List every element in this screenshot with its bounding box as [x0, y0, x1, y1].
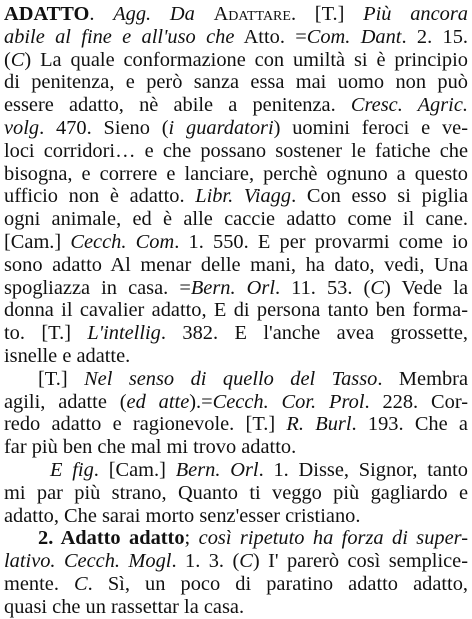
text-line: mi par più strano, Quanto ti veggo più gagliardo e: [4, 481, 468, 504]
text-line: bisogna, e correre e lanciare, perchè ognuno a questo: [4, 162, 468, 185]
text-line: essere adatto, nè abile a penitenza. Cresc. Agric.: [4, 94, 468, 117]
text-line: adatto, Che sarai morto senz'esser cristiano.: [4, 504, 361, 527]
text-line: 2. Adatto adatto; così ripetuto ha forza di super-: [38, 527, 468, 550]
text-line: (C) La quale conformazione con umiltà si è principio: [4, 48, 468, 71]
text-line: isnelle e adatte.: [4, 344, 131, 367]
text-line: di penitenza, e però sanza essa mai uomo non può: [4, 71, 468, 94]
text-line: redo adatto e ragionevole. [T.] R. Burl. 193. Che a: [4, 413, 468, 436]
text-line: volg. 470. Sieno (i guardatori) uomini feroci e ve-: [4, 116, 468, 139]
text-line: to. [T.] L'intellig. 382. E l'anche avea grossette,: [4, 322, 468, 345]
text-line: quasi che un rassettar la casa.: [4, 595, 245, 618]
text-line: ADATTO. Agg. Da Adattare. [T.] Più ancora: [4, 3, 468, 25]
text-line: loci corridori… e che possano sostener le fatiche che: [4, 139, 468, 162]
text-line: [T.] Nel senso di quello del Tasso. Membra: [38, 367, 468, 390]
text-line: mente. C. Sì, un poco di paratino adatto adatto,: [4, 572, 468, 595]
text-line: [Cam.] Cecch. Com. 1. 550. E per provarmi come io: [4, 230, 468, 253]
text-line: spogliazza in casa. =Bern. Orl. 11. 53. (C) Vede la: [4, 276, 468, 299]
text-line: ogni animale, ed è alle caccie adatto come il cane.: [4, 208, 468, 231]
text-line: abile al fine e all'uso che Atto. =Com. Dant. 2. 15.: [4, 25, 468, 48]
text-line: far più ben che mal mi trovo adatto.: [4, 436, 297, 459]
text-line: agili, adatte (ed atte).=Cecch. Cor. Prol. 228. Cor-: [4, 390, 468, 413]
text-line: ufficio non è adatto. Libr. Viagg. Con esso si piglia: [4, 185, 468, 208]
text-line: E fig. [Cam.] Bern. Orl. 1. Disse, Signor, tanto: [50, 458, 468, 481]
text-line: lativo. Cecch. Mogl. 1. 3. (C) I' parerò così semplice-: [4, 550, 468, 573]
text-line: sono adatto Al menar delle mani, ha dato, vedi, Una: [4, 253, 468, 276]
dictionary-entry: [4, 3, 468, 619]
text-line: donna il cavalier adatto, E di persona tanto ben forma-: [4, 299, 468, 322]
